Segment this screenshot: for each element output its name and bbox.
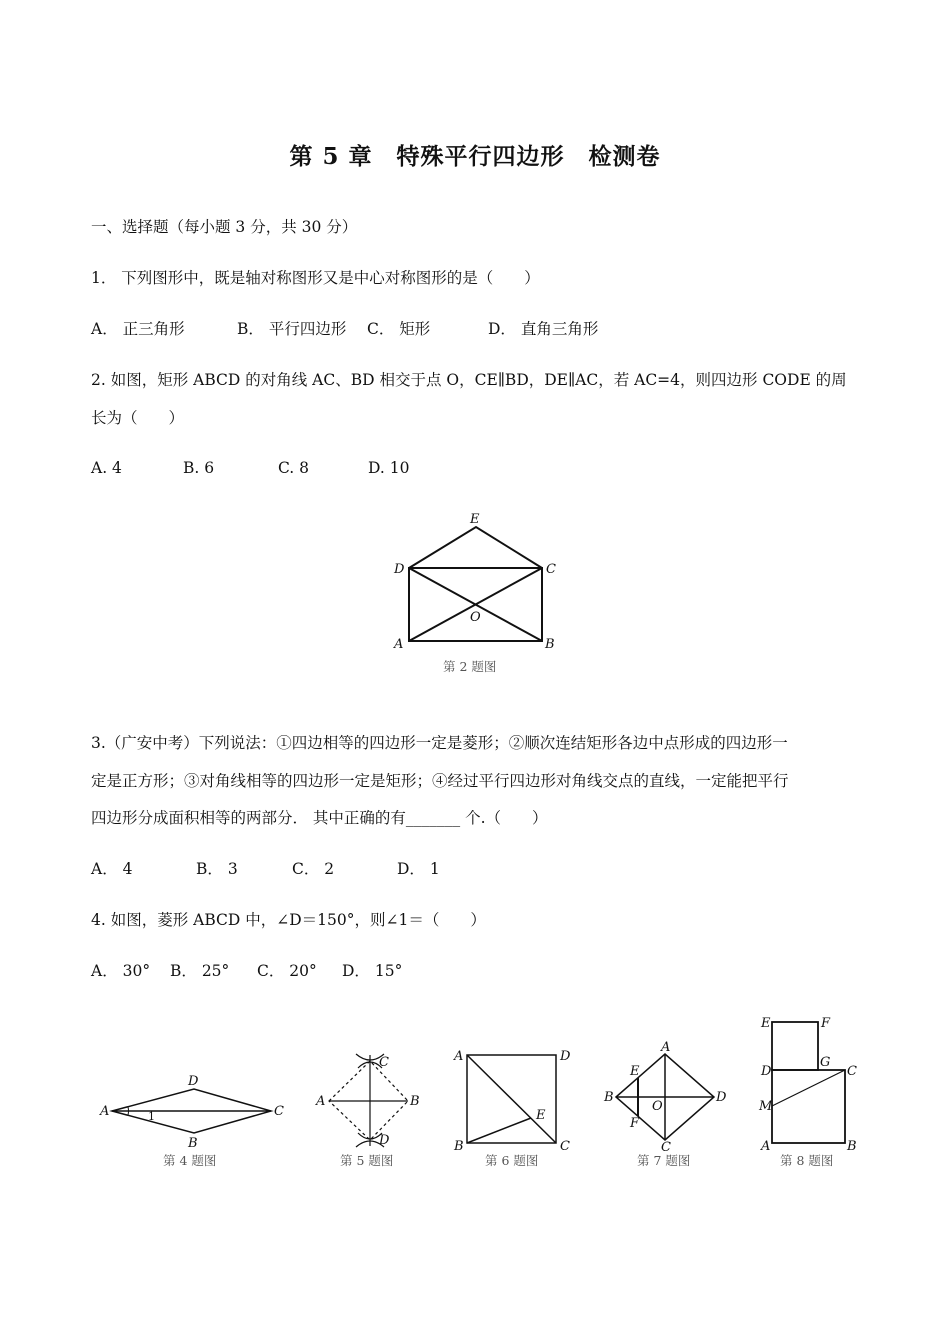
fig2-label-d: D [394, 562, 405, 577]
fig5-label-c: C [379, 1055, 389, 1070]
q3-option-d[interactable]: D． 1 [397, 860, 440, 878]
q3-option-c[interactable]: C． 2 [292, 860, 335, 878]
q2-option-a[interactable]: A. 4 [91, 459, 122, 477]
question-3-stem-line1: 3.（广安中考）下列说法：①四边相等的四边形一定是菱形；②顺次连结矩形各边中点形成的四边形一 [91, 734, 788, 752]
figures-row-drawing [90, 1005, 870, 1185]
fig5-label-a: A [316, 1094, 326, 1109]
q4-option-b[interactable]: B． 25° [170, 962, 230, 980]
fig6-label-e: E [536, 1108, 546, 1123]
square-edgf [772, 1022, 818, 1070]
question-1-stem: 1． 下列图形中，既是轴对称图形又是中心对称图形的是（ ） [91, 269, 540, 287]
figure-2-drawing [380, 505, 570, 680]
question-4-stem: 4. 如图，菱形 ABCD 中，∠D＝150°，则∠1＝（ ） [91, 911, 486, 929]
fig2-label-b: B [545, 637, 555, 652]
diagonal-ac-6 [467, 1055, 556, 1143]
fig4-label-b: B [188, 1136, 198, 1151]
fig8-label-m: M [759, 1099, 773, 1114]
q2-option-c[interactable]: C. 8 [278, 459, 310, 477]
fig6-label-b: B [454, 1139, 464, 1154]
question-2-options [91, 449, 871, 487]
question-4-options [91, 952, 871, 990]
fig7-label-c: C [661, 1140, 671, 1155]
fig7-label-d: D [716, 1090, 727, 1105]
fig8-label-d: D [761, 1064, 772, 1079]
question-3-stem-line3: 四边形分成面积相等的两部分． 其中正确的有_______ 个.（ ） [91, 809, 548, 827]
figure-6 [453, 1049, 571, 1168]
fig7-label-f: F [630, 1116, 640, 1131]
fig7-label-o: O [652, 1099, 663, 1114]
q2-option-d[interactable]: D. 10 [368, 459, 410, 477]
figure-2 [380, 505, 570, 680]
fig2-label-c: C [546, 562, 556, 577]
fig4-label-c: C [274, 1104, 284, 1119]
figure-7 [603, 1040, 727, 1168]
segment-be [467, 1118, 531, 1143]
fig2-label-e: E [470, 512, 480, 527]
fig8-label-e: E [761, 1016, 771, 1031]
question-2-stem-line2: 长为（ ） [91, 409, 185, 427]
fig8-caption: 第 8 题图 [780, 1153, 834, 1168]
fig2-label-o: O [470, 610, 481, 625]
fig8-label-f: F [821, 1016, 831, 1031]
fig4-label-a: A [100, 1104, 110, 1119]
fig5-label-d: D [379, 1133, 390, 1148]
triangle-dec [409, 527, 542, 568]
q1-option-a[interactable]: A． 正三角形 [91, 320, 185, 338]
q4-option-a[interactable]: A． 30° [91, 962, 151, 980]
section-heading: 一、选择题（每小题 3 分，共 30 分） [91, 218, 358, 236]
fig6-label-d: D [560, 1049, 571, 1064]
fig6-label-a: A [454, 1049, 464, 1064]
fig5-caption: 第 5 题图 [340, 1153, 394, 1168]
fig8-label-b: B [847, 1139, 857, 1154]
fig6-label-c: C [560, 1139, 570, 1154]
q3-option-a[interactable]: A． 4 [91, 860, 133, 878]
angle-1-arc [128, 1107, 129, 1115]
fig8-label-c: C [847, 1064, 857, 1079]
fig7-label-b: B [604, 1090, 614, 1105]
figure-8 [758, 1016, 857, 1168]
question-3-options [91, 850, 871, 888]
fig4-caption: 第 4 题图 [163, 1153, 217, 1168]
fig7-caption: 第 7 题图 [637, 1153, 691, 1168]
fig6-caption: 第 6 题图 [485, 1153, 539, 1168]
question-2-stem-line1: 2. 如图，矩形 ABCD 的对角线 AC、BD 相交于点 O，CE∥BD，DE∥AC，若 AC=4，则四边形 CODE 的周 [91, 371, 847, 389]
q1-option-d[interactable]: D． 直角三角形 [488, 320, 599, 338]
fig8-label-a: A [761, 1139, 771, 1154]
fig2-label-a: A [394, 637, 404, 652]
segment-mc [772, 1070, 845, 1106]
fig5-label-b: B [410, 1094, 420, 1109]
fig2-caption: 第 2 题图 [443, 659, 497, 674]
fig4-label-angle1: 1 [148, 1110, 155, 1123]
square-abcd-8 [772, 1070, 845, 1143]
q1-option-c[interactable]: C． 矩形 [367, 320, 431, 338]
q4-option-c[interactable]: C． 20° [257, 962, 317, 980]
page-title: 第 5 章 特殊平行四边形 检测卷 [289, 143, 661, 170]
fig7-label-a: A [661, 1040, 671, 1055]
fig7-label-e: E [630, 1064, 640, 1079]
question-3-stem-line2: 定是正方形；③对角线相等的四边形一定是矩形；④经过平行四边形对角线交点的直线，一定能把平行 [91, 772, 789, 790]
fig4-label-d: D [188, 1074, 199, 1089]
figures-row [90, 1005, 870, 1185]
q3-option-b[interactable]: B． 3 [196, 860, 238, 878]
q4-option-d[interactable]: D． 15° [342, 962, 403, 980]
q2-option-b[interactable]: B. 6 [183, 459, 215, 477]
question-1-options [91, 310, 871, 348]
figure-5 [315, 1054, 420, 1168]
q1-option-b[interactable]: B． 平行四边形 [237, 320, 347, 338]
fig8-label-g: G [820, 1055, 831, 1070]
figure-4 [99, 1074, 284, 1168]
